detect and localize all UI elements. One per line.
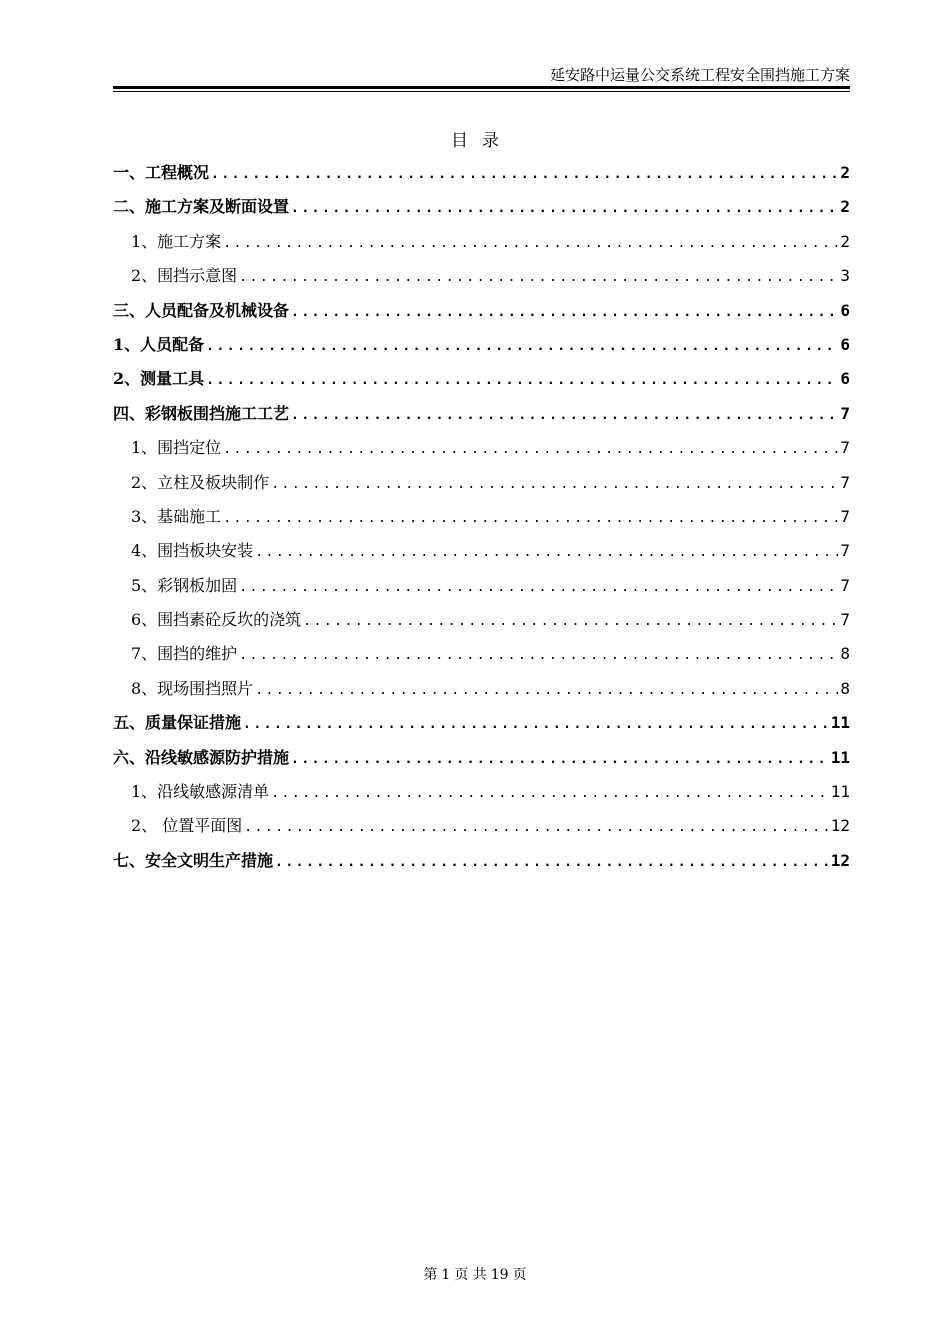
header-rule-thin bbox=[113, 91, 850, 92]
toc-entry-page-number: 8 bbox=[840, 678, 850, 698]
toc-dot-leader bbox=[239, 571, 838, 603]
toc-entry-page-number: 2 bbox=[840, 197, 850, 217]
toc-dot-leader bbox=[206, 330, 838, 362]
toc-entry-page-number: 7 bbox=[840, 438, 850, 458]
toc-entry-page-number: 11 bbox=[830, 782, 850, 802]
toc-entry[interactable] bbox=[113, 569, 850, 603]
footer-total-pages: 19 bbox=[490, 1267, 509, 1283]
toc-dot-leader bbox=[271, 468, 838, 500]
toc-dot-leader bbox=[223, 502, 838, 534]
toc-entry-label: 三、人员配备及机械设备 bbox=[113, 300, 290, 320]
document-header-title: 延安路中运量公交系统工程安全围挡施工方案 bbox=[549, 66, 850, 84]
toc-entry-label: 1、沿线敏感源清单 bbox=[131, 782, 270, 802]
toc-entry[interactable] bbox=[113, 190, 850, 224]
table-of-contents bbox=[113, 156, 850, 878]
toc-entry[interactable] bbox=[113, 603, 850, 637]
toc-dot-leader bbox=[291, 296, 838, 328]
toc-entry-label: 1、人员配备 bbox=[113, 334, 205, 354]
toc-entry-label: 五、质量保证措施 bbox=[113, 713, 242, 733]
toc-dot-leader bbox=[291, 743, 829, 775]
toc-entry-page-number: 7 bbox=[840, 472, 850, 492]
toc-entry-label: 3、基础施工 bbox=[131, 506, 222, 526]
toc-entry-page-number: 7 bbox=[840, 541, 850, 561]
toc-entry-label: 2、测量工具 bbox=[113, 369, 205, 389]
toc-entry[interactable] bbox=[113, 706, 850, 740]
toc-dot-leader bbox=[244, 811, 828, 843]
page-footer bbox=[0, 1264, 950, 1284]
toc-dot-leader bbox=[291, 399, 838, 431]
toc-entry-label: 一、工程概况 bbox=[113, 163, 210, 182]
toc-entry-page-number: 12 bbox=[830, 850, 850, 870]
toc-entry-label: 2、立柱及板块制作 bbox=[131, 472, 270, 492]
toc-entry[interactable] bbox=[113, 328, 850, 362]
toc-entry-page-number: 7 bbox=[840, 403, 850, 423]
toc-dot-leader bbox=[291, 192, 838, 224]
toc-dot-leader bbox=[275, 846, 829, 878]
toc-entry-page-number: 6 bbox=[840, 300, 850, 320]
toc-entry[interactable] bbox=[113, 431, 850, 465]
toc-entry-label: 2、围挡示意图 bbox=[131, 266, 238, 286]
toc-entry-page-number: 7 bbox=[840, 610, 850, 630]
toc-entry-page-number: 6 bbox=[840, 369, 850, 389]
toc-dot-leader bbox=[271, 777, 829, 809]
toc-entry[interactable] bbox=[113, 637, 850, 671]
toc-dot-leader bbox=[239, 261, 838, 293]
toc-dot-leader bbox=[243, 708, 829, 740]
toc-entry[interactable] bbox=[113, 844, 850, 878]
toc-entry-label: 1、施工方案 bbox=[131, 231, 222, 251]
toc-entry[interactable] bbox=[113, 500, 850, 534]
toc-entry-page-number: 6 bbox=[840, 334, 850, 354]
toc-entry-page-number: 8 bbox=[840, 644, 850, 664]
toc-dot-leader bbox=[255, 674, 838, 706]
footer-suffix: 页 bbox=[512, 1267, 527, 1283]
footer-middle: 页 共 bbox=[454, 1267, 487, 1283]
toc-entry[interactable] bbox=[113, 809, 850, 843]
toc-entry-page-number: 2 bbox=[840, 231, 850, 251]
toc-entry-label: 7、围挡的维护 bbox=[131, 644, 238, 664]
header-rule-thick bbox=[113, 86, 850, 89]
toc-entry[interactable] bbox=[113, 362, 850, 396]
toc-dot-leader bbox=[223, 433, 838, 465]
toc-dot-leader bbox=[211, 158, 838, 190]
toc-entry-label: 4、围挡板块安装 bbox=[131, 541, 254, 561]
toc-entry-page-number: 2 bbox=[840, 163, 850, 182]
toc-entry-label: 5、彩钢板加固 bbox=[131, 575, 238, 595]
toc-entry[interactable] bbox=[113, 294, 850, 328]
toc-entry-label: 2、 位置平面图 bbox=[131, 816, 243, 836]
toc-entry-label: 六、沿线敏感源防护措施 bbox=[113, 747, 290, 767]
footer-prefix: 第 bbox=[423, 1267, 438, 1283]
toc-entry-label: 二、施工方案及断面设置 bbox=[113, 197, 290, 217]
toc-entry[interactable] bbox=[113, 397, 850, 431]
toc-entry[interactable] bbox=[113, 775, 850, 809]
toc-entry[interactable] bbox=[113, 225, 850, 259]
footer-current-page: 1 bbox=[441, 1267, 451, 1283]
toc-dot-leader bbox=[239, 639, 838, 671]
toc-entry-page-number: 12 bbox=[830, 816, 850, 836]
toc-entry-label: 6、围挡素砼反坎的浇筑 bbox=[131, 610, 302, 630]
toc-entry-label: 8、现场围挡照片 bbox=[131, 678, 254, 698]
toc-title: 目录 bbox=[451, 131, 513, 151]
toc-dot-leader bbox=[206, 364, 838, 396]
toc-entry-page-number: 7 bbox=[840, 506, 850, 526]
toc-dot-leader bbox=[255, 536, 838, 568]
toc-entry[interactable] bbox=[113, 741, 850, 775]
toc-entry[interactable] bbox=[113, 534, 850, 568]
toc-entry-label: 七、安全文明生产措施 bbox=[113, 850, 274, 870]
toc-entry[interactable] bbox=[113, 466, 850, 500]
toc-dot-leader bbox=[303, 605, 838, 637]
toc-entry[interactable] bbox=[113, 259, 850, 293]
toc-entry-label: 四、彩钢板围挡施工工艺 bbox=[113, 403, 290, 423]
toc-entry-page-number: 11 bbox=[830, 747, 850, 767]
toc-entry-label: 1、围挡定位 bbox=[131, 438, 222, 458]
toc-entry-page-number: 11 bbox=[830, 713, 850, 733]
toc-entry-page-number: 7 bbox=[840, 575, 850, 595]
toc-entry[interactable] bbox=[113, 672, 850, 706]
toc-dot-leader bbox=[223, 227, 838, 259]
toc-entry-page-number: 3 bbox=[840, 266, 850, 286]
toc-entry[interactable] bbox=[113, 156, 850, 190]
